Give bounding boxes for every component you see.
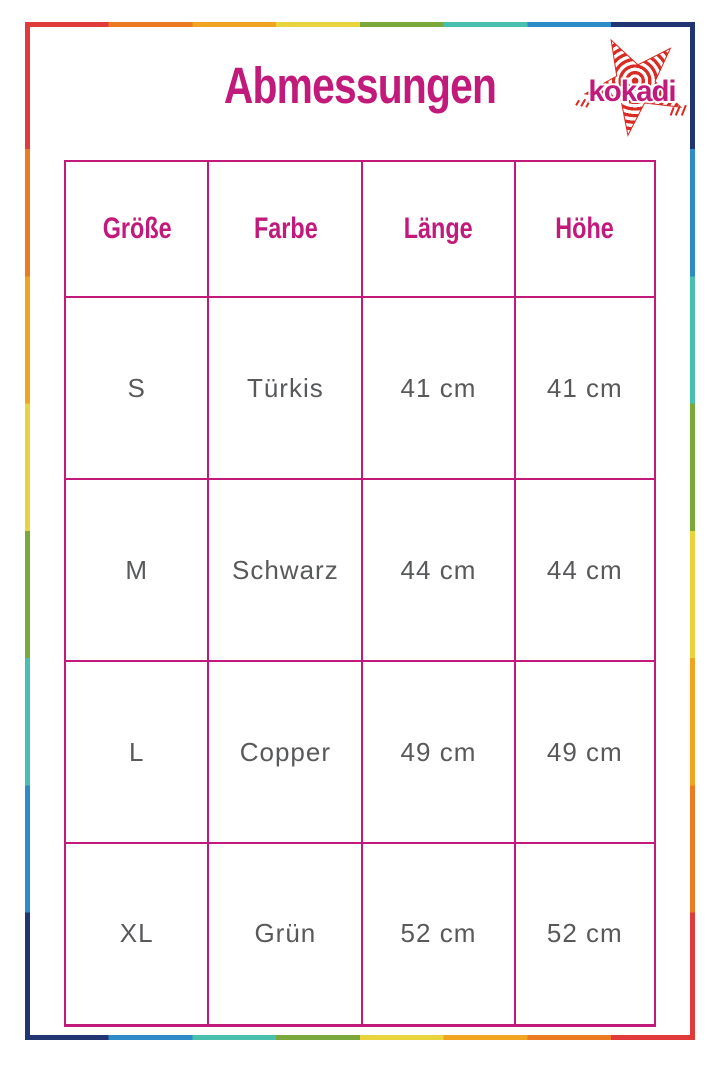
column-header-farbe: Farbe (208, 161, 362, 297)
table-row (65, 297, 655, 479)
rainbow-border-bottom (25, 1035, 695, 1040)
table-row (65, 843, 655, 1025)
logo-wordmark: kokadi (588, 75, 676, 109)
cell-length: 52 cm (362, 843, 514, 1025)
cell-size: M (65, 479, 208, 661)
rainbow-border-left (25, 22, 30, 1040)
column-header-groesse: Größe (65, 161, 208, 297)
table-header-row (65, 161, 655, 297)
cell-height: 44 cm (515, 479, 655, 661)
column-header-hoehe: Höhe (515, 161, 655, 297)
rainbow-border-right (690, 22, 695, 1040)
table-row (65, 479, 655, 661)
cell-size: XL (65, 843, 208, 1025)
cell-color: Schwarz (208, 479, 362, 661)
cell-length: 49 cm (362, 661, 514, 843)
cell-length: 41 cm (362, 297, 514, 479)
page-title: Abmessungen (223, 57, 497, 114)
cell-size: L (65, 661, 208, 843)
cell-length: 44 cm (362, 479, 514, 661)
cell-color: Grün (208, 843, 362, 1025)
column-header-laenge: Länge (362, 161, 514, 297)
cell-height: 52 cm (515, 843, 655, 1025)
rainbow-border-top (25, 22, 695, 27)
table-row (65, 661, 655, 843)
cell-height: 41 cm (515, 297, 655, 479)
cell-height: 49 cm (515, 661, 655, 843)
kokadi-logo (572, 30, 694, 144)
dimensions-table (64, 160, 656, 1027)
cell-color: Türkis (208, 297, 362, 479)
cell-color: Copper (208, 661, 362, 843)
cell-size: S (65, 297, 208, 479)
